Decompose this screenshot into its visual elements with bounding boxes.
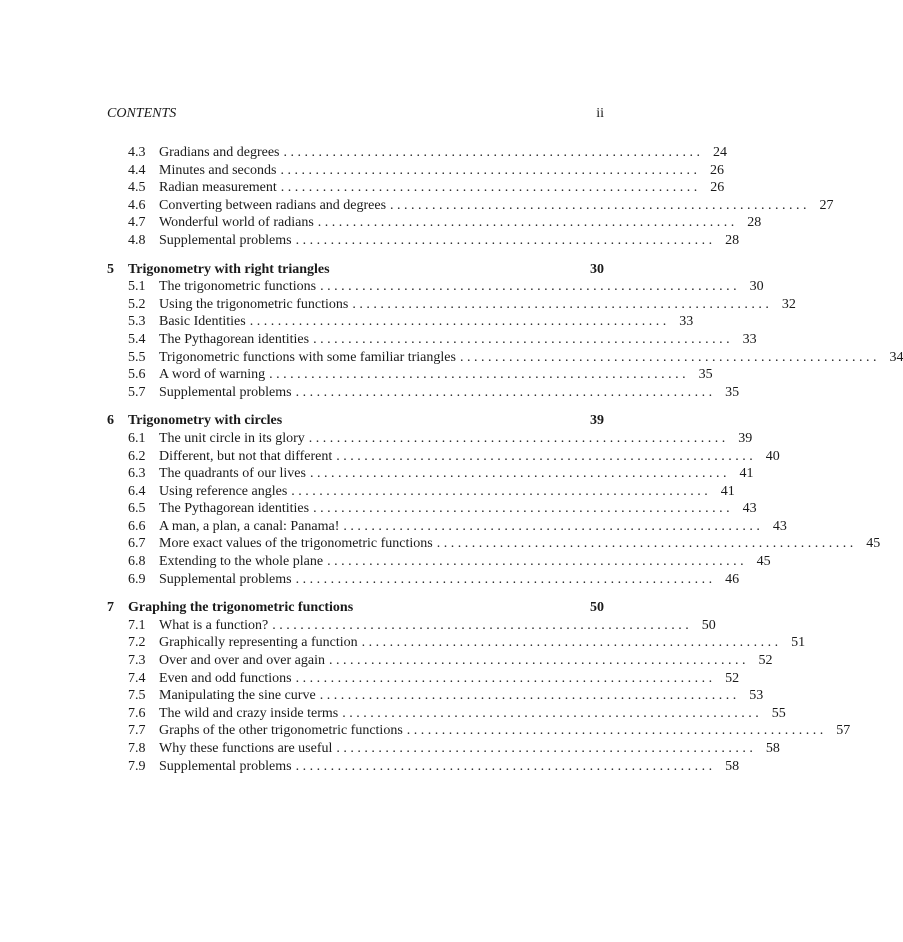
section-title: Extending to the whole plane [159, 553, 327, 571]
toc-chapter [107, 144, 834, 250]
chapter-title: Trigonometry with right triangles [128, 261, 330, 277]
section-page-number: 50 [701, 617, 716, 633]
section-page-number: 35 [698, 367, 713, 383]
dot-leader: . . . . . . . . . . . . . . . . . . . . . . . . . . . . . . . . . . . . . . . . . . . . . . . . . . . . . . . . . . . . [336, 448, 753, 464]
section-number: 6.4 [128, 483, 146, 499]
section-page-number: 27 [819, 197, 834, 213]
dot-leader: . . . . . . . . . . . . . . . . . . . . . . . . . . . . . . . . . . . . . . . . . . . . . . . . . . . . . . . . . . . . [295, 571, 713, 587]
dot-leader: . . . . . . . . . . . . . . . . . . . . . . . . . . . . . . . . . . . . . . . . . . . . . . . . . . . . . . . . . . . . [280, 180, 698, 196]
section-number: 4.3 [128, 145, 146, 160]
dot-leader: . . . . . . . . . . . . . . . . . . . . . . . . . . . . . . . . . . . . . . . . . . . . . . . . . . . . . . . . . . . . [295, 384, 713, 400]
section-number: 7.9 [128, 758, 146, 774]
section-page-number: 41 [739, 466, 754, 482]
section-number: 6.2 [128, 448, 146, 464]
section-title: The quadrants of our lives [159, 465, 310, 483]
dot-leader: . . . . . . . . . . . . . . . . . . . . . . . . . . . . . . . . . . . . . . . . . . . . . . . . . . . . . . . . . . . . [327, 554, 744, 570]
section-title: Supplemental problems [159, 758, 296, 776]
chapter-title: Trigonometry with circles [128, 413, 283, 429]
dot-leader: . . . . . . . . . . . . . . . . . . . . . . . . . . . . . . . . . . . . . . . . . . . . . . . . . . . . . . . . . . . . [319, 688, 737, 704]
section-number: 6.1 [128, 430, 146, 446]
dot-leader: . . . . . . . . . . . . . . . . . . . . . . . . . . . . . . . . . . . . . . . . . . . . . . . . . . . . . . . . . . . . [328, 653, 746, 669]
toc-section-entry[interactable] [107, 652, 773, 670]
section-page-number: 52 [725, 670, 740, 686]
section-page-number: 57 [836, 723, 851, 739]
dot-leader: . . . . . . . . . . . . . . . . . . . . . . . . . . . . . . . . . . . . . . . . . . . . . . . . . . . . . . . . . . . . [272, 617, 689, 633]
toc-section-entry[interactable] [107, 553, 771, 571]
toc-section-entry[interactable] [107, 687, 764, 705]
section-title: The trigonometric functions [159, 278, 320, 296]
toc-section-entry[interactable] [107, 535, 881, 553]
dot-leader: . . . . . . . . . . . . . . . . . . . . . . . . . . . . . . . . . . . . . . . . . . . . . . . . . . . . . . . . . . . . [343, 518, 760, 534]
dot-leader: . . . . . . . . . . . . . . . . . . . . . . . . . . . . . . . . . . . . . . . . . . . . . . . . . . . . . . . . . . . . [342, 705, 759, 721]
section-title: Why these functions are useful [159, 740, 336, 758]
section-page-number: 45 [866, 536, 881, 552]
section-title: Using the trigonometric functions [159, 296, 352, 314]
section-number: 5.5 [128, 349, 146, 365]
section-number: 5.7 [128, 384, 146, 400]
section-title: What is a function? [159, 617, 272, 635]
chapter-page-number: 50 [590, 600, 604, 616]
section-title: More exact values of the trigonometric functions [159, 535, 437, 553]
section-title: Supplemental problems [159, 232, 296, 250]
toc-section-entry[interactable] [107, 162, 724, 180]
section-title: Minutes and seconds [159, 162, 280, 180]
section-title: Different, but not that different [159, 448, 336, 466]
page-number: ii [596, 106, 604, 121]
section-title: Manipulating the sine curve [159, 687, 320, 705]
section-number: 7.4 [128, 670, 146, 686]
section-page-number: 41 [720, 483, 735, 499]
section-page-number: 24 [713, 145, 728, 160]
section-number: 7.2 [128, 635, 146, 651]
section-number: 7.8 [128, 741, 146, 756]
toc-section-entry[interactable] [107, 313, 694, 331]
section-page-number: 51 [791, 635, 806, 651]
chapter-title: Graphing the trigonometric functions [128, 600, 354, 616]
section-page-number: 43 [742, 501, 757, 517]
section-number: 5.6 [128, 367, 146, 383]
section-number: 4.7 [128, 215, 146, 231]
toc-section-entry[interactable] [107, 634, 806, 652]
section-page-number: 39 [738, 430, 753, 446]
section-page-number: 26 [710, 180, 725, 196]
dot-leader: . . . . . . . . . . . . . . . . . . . . . . . . . . . . . . . . . . . . . . . . . . . . . . . . . . . . . . . . . . . . [291, 483, 708, 499]
section-page-number: 34 [889, 349, 903, 365]
toc-chapter-heading[interactable] [107, 261, 604, 279]
dot-leader: . . . . . . . . . . . . . . . . . . . . . . . . . . . . . . . . . . . . . . . . . . . . . . . . . . . . . . . . . . . . [352, 296, 769, 312]
toc-section-entry[interactable] [107, 670, 740, 688]
dot-leader: . . . . . . . . . . . . . . . . . . . . . . . . . . . . . . . . . . . . . . . . . . . . . . . . . . . . . . . . . . . . [249, 314, 667, 330]
dot-leader: . . . . . . . . . . . . . . . . . . . . . . . . . . . . . . . . . . . . . . . . . . . . . . . . . . . . . . . . . . . . [309, 466, 727, 482]
toc-chapter [107, 412, 881, 588]
chapter-number: 6 [107, 413, 114, 429]
section-page-number: 58 [765, 741, 780, 756]
section-title: Radian measurement [159, 179, 281, 197]
toc-chapter-heading[interactable] [107, 412, 604, 430]
dot-leader: . . . . . . . . . . . . . . . . . . . . . . . . . . . . . . . . . . . . . . . . . . . . . . . . . . . . . . . . . . . . [295, 670, 713, 686]
toc-chapter [107, 599, 851, 775]
running-header-title: CONTENTS [107, 106, 177, 121]
section-title: The wild and crazy inside terms [159, 705, 342, 723]
toc-chapter [107, 261, 903, 402]
toc-section-entry[interactable] [107, 366, 713, 384]
section-page-number: 33 [679, 314, 694, 330]
section-number: 6.6 [128, 518, 146, 534]
section-number: 7.6 [128, 705, 146, 721]
dot-leader: . . . . . . . . . . . . . . . . . . . . . . . . . . . . . . . . . . . . . . . . . . . . . . . . . . . . . . . . . . . . [295, 232, 713, 248]
section-number: 7.7 [128, 723, 146, 739]
toc-section-entry[interactable] [107, 483, 735, 501]
section-title: Converting between radians and degrees [159, 197, 390, 215]
dot-leader: . . . . . . . . . . . . . . . . . . . . . . . . . . . . . . . . . . . . . . . . . . . . . . . . . . . . . . . . . . . . [283, 145, 701, 160]
dot-leader: . . . . . . . . . . . . . . . . . . . . . . . . . . . . . . . . . . . . . . . . . . . . . . . . . . . . . . . . . . . . [436, 536, 854, 552]
dot-leader: . . . . . . . . . . . . . . . . . . . . . . . . . . . . . . . . . . . . . . . . . . . . . . . . . . . . . . . . . . . . [406, 723, 824, 739]
chapter-page-number: 39 [590, 413, 604, 429]
section-page-number: 26 [709, 162, 724, 178]
dot-leader: . . . . . . . . . . . . . . . . . . . . . . . . . . . . . . . . . . . . . . . . . . . . . . . . . . . . . . . . . . . . [313, 501, 730, 517]
section-page-number: 58 [725, 758, 740, 774]
dot-leader: . . . . . . . . . . . . . . . . . . . . . . . . . . . . . . . . . . . . . . . . . . . . . . . . . . . . . . . . . . . . [313, 331, 730, 347]
section-number: 4.5 [128, 180, 146, 196]
section-page-number: 35 [725, 384, 740, 400]
toc-section-entry[interactable] [107, 331, 757, 349]
section-title: Trigonometric functions with some familiar triangles [159, 349, 460, 367]
section-number: 4.8 [128, 232, 146, 248]
dot-leader: . . . . . . . . . . . . . . . . . . . . . . . . . . . . . . . . . . . . . . . . . . . . . . . . . . . . . . . . . . . . [317, 215, 735, 231]
dot-leader: . . . . . . . . . . . . . . . . . . . . . . . . . . . . . . . . . . . . . . . . . . . . . . . . . . . . . . . . . . . . [308, 430, 726, 446]
section-number: 7.1 [128, 617, 146, 633]
section-number: 4.6 [128, 197, 146, 213]
dot-leader: . . . . . . . . . . . . . . . . . . . . . . . . . . . . . . . . . . . . . . . . . . . . . . . . . . . . . . . . . . . . [269, 367, 686, 383]
toc-section-entry[interactable] [107, 430, 753, 448]
section-title: A man, a plan, a canal: Panama! [159, 518, 343, 536]
section-number: 6.9 [128, 571, 146, 587]
section-title: Gradians and degrees [159, 144, 284, 162]
section-page-number: 28 [725, 232, 740, 248]
toc-section-entry[interactable] [107, 349, 903, 367]
dot-leader: . . . . . . . . . . . . . . . . . . . . . . . . . . . . . . . . . . . . . . . . . . . . . . . . . . . . . . . . . . . . [295, 758, 713, 774]
toc-section-entry[interactable] [107, 500, 757, 518]
toc-section-entry[interactable] [107, 705, 786, 723]
section-number: 6.7 [128, 536, 146, 552]
section-title: Graphically representing a function [159, 634, 362, 652]
section-title: Basic Identities [159, 313, 250, 331]
toc-chapter-heading[interactable] [107, 599, 604, 617]
section-page-number: 28 [747, 215, 762, 231]
dot-leader: . . . . . . . . . . . . . . . . . . . . . . . . . . . . . . . . . . . . . . . . . . . . . . . . . . . . . . . . . . . . [280, 162, 697, 178]
dot-leader: . . . . . . . . . . . . . . . . . . . . . . . . . . . . . . . . . . . . . . . . . . . . . . . . . . . . . . . . . . . . [361, 635, 779, 651]
section-page-number: 52 [758, 653, 773, 669]
dot-leader: . . . . . . . . . . . . . . . . . . . . . . . . . . . . . . . . . . . . . . . . . . . . . . . . . . . . . . . . . . . . [320, 279, 737, 295]
section-title: Graphs of the other trigonometric functions [159, 722, 407, 740]
dot-leader: . . . . . . . . . . . . . . . . . . . . . . . . . . . . . . . . . . . . . . . . . . . . . . . . . . . . . . . . . . . . [336, 741, 753, 756]
section-page-number: 30 [749, 279, 764, 295]
toc-section-entry[interactable] [107, 571, 740, 589]
section-number: 7.3 [128, 653, 146, 669]
dot-leader: . . . . . . . . . . . . . . . . . . . . . . . . . . . . . . . . . . . . . . . . . . . . . . . . . . . . . . . . . . . . [459, 349, 877, 365]
toc-section-entry[interactable] [107, 214, 762, 232]
section-title: Supplemental problems [159, 571, 296, 589]
toc-section-entry[interactable] [107, 384, 740, 402]
toc-section-entry[interactable] [107, 758, 740, 776]
dot-leader: . . . . . . . . . . . . . . . . . . . . . . . . . . . . . . . . . . . . . . . . . . . . . . . . . . . . . . . . . . . . [390, 197, 807, 213]
section-number: 5.4 [128, 331, 146, 347]
section-title: Even and odd functions [159, 670, 296, 688]
toc-section-entry[interactable] [107, 232, 740, 250]
section-page-number: 43 [772, 518, 787, 534]
section-title: Supplemental problems [159, 384, 296, 402]
section-title: The Pythagorean identities [159, 500, 313, 518]
running-header [107, 106, 604, 126]
toc-section-entry[interactable] [107, 278, 764, 296]
section-page-number: 33 [742, 331, 757, 347]
section-title: Using reference angles [159, 483, 291, 501]
section-title: Wonderful world of radians [159, 214, 318, 232]
chapter-page-number: 30 [590, 261, 604, 277]
chapter-number: 5 [107, 261, 114, 277]
section-number: 5.1 [128, 279, 146, 295]
toc-section-entry[interactable] [107, 179, 725, 197]
section-title: The Pythagorean identities [159, 331, 313, 349]
section-page-number: 46 [725, 571, 740, 587]
section-page-number: 32 [781, 296, 796, 312]
section-page-number: 55 [771, 705, 786, 721]
section-number: 7.5 [128, 688, 146, 704]
toc-section-entry[interactable] [107, 722, 851, 740]
toc-section-entry[interactable] [107, 296, 796, 314]
section-title: Over and over and over again [159, 652, 329, 670]
chapter-number: 7 [107, 600, 114, 616]
toc-section-entry[interactable] [107, 448, 780, 466]
toc-section-entry[interactable] [107, 197, 834, 215]
section-title: The unit circle in its glory [159, 430, 309, 448]
toc-section-entry[interactable] [107, 740, 780, 758]
section-title: A word of warning [159, 366, 269, 384]
section-page-number: 40 [765, 448, 780, 464]
toc-section-entry[interactable] [107, 465, 754, 483]
section-number: 6.3 [128, 466, 146, 482]
section-number: 5.2 [128, 296, 146, 312]
section-page-number: 45 [756, 554, 771, 570]
table-of-contents [107, 144, 903, 775]
section-page-number: 53 [749, 688, 764, 704]
toc-section-entry[interactable] [107, 144, 728, 162]
section-number: 5.3 [128, 314, 146, 330]
section-number: 6.8 [128, 554, 146, 570]
section-number: 4.4 [128, 162, 146, 178]
section-number: 6.5 [128, 501, 146, 517]
toc-section-entry[interactable] [107, 518, 787, 536]
toc-section-entry[interactable] [107, 617, 716, 635]
